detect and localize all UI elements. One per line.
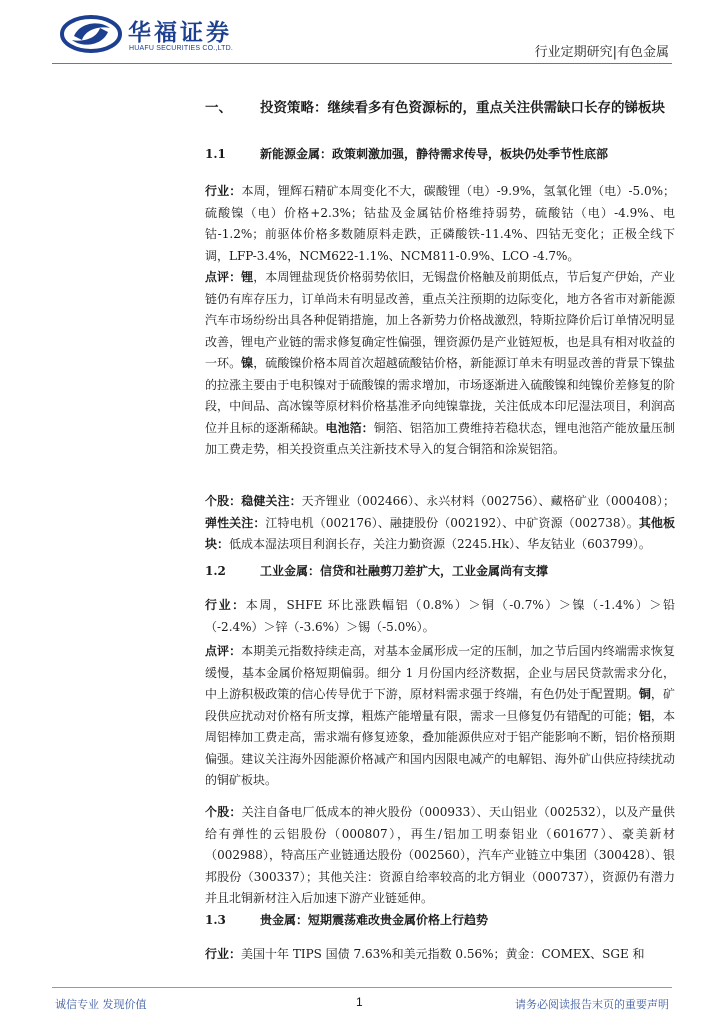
s12-comment-paragraph	[205, 641, 675, 792]
industry-text: 本周，SHFE 环比涨跌幅铝（0.8%）＞铜（-0.7%）＞镍（-1.4%）＞铅（-2.4%）＞锌（-3.6%）＞锡（-5.0%）。	[205, 598, 675, 634]
industry-label: 行业：	[205, 184, 242, 198]
report-type: 行业定期研究|有色金属	[534, 45, 669, 60]
brand-name-cn: 华福证券	[128, 20, 232, 46]
industry-text: 美国十年 TIPS 国债 7.63%和美元指数 0.56%；黄金：COMEX、SGE 和	[241, 947, 645, 961]
aluminum-label: 铝	[638, 708, 651, 723]
other-sector-text: 低成本湿法项目利润长存，关注力勤资源（2245.Hk）、华友钴业（603799）。	[229, 537, 651, 551]
elastic-label: 弹性关注：	[205, 515, 266, 530]
subsection-1-1-heading	[205, 145, 608, 162]
stock-text: 关注自备电厂低成本的神火股份（000933）、天山铝业（002532），以及产量供给有弹性的云铝股份（000807），再生/铝加工明泰铝业（601677）、豪美新材（002988），特高压产业链通达股份（002560），汽车产业链立中集团（300428）、银邦股份（300337）；其他关注：资源自给率较高的北方铜业（000737），资源仍有潜力并且北铜新材注入后加速下游产业链延伸。	[205, 805, 675, 905]
steady-text: 天齐锂业（002466）、永兴材料（002756）、藏格矿业（000408）；	[301, 494, 675, 508]
subsection-number: 1.2	[205, 564, 226, 578]
subsection-title: 贵金属：短期震荡难改贵金属价格上行趋势	[260, 913, 489, 927]
stock-label: 个股：	[205, 494, 242, 508]
section-number: 一、	[205, 100, 232, 116]
comment-label: 点评：	[205, 270, 242, 284]
nickel-label: 镍	[241, 356, 254, 370]
subsection-number: 1.3	[205, 913, 226, 927]
aluminum-text: ，本周铝棒加工费走高，需求端有修复迹象，叠加能源供应对于铝产能影响不断，铝价格预期偏强。建议关注海外因能源价格减产和国内因限电减产的电解铝、海外矿山供应持续扰动的铜矿板块。	[205, 708, 675, 787]
s13-industry-paragraph	[205, 944, 675, 966]
industry-text: 本周，锂辉石精矿本周变化不大，碳酸锂（电）-9.9%，氢氧化锂（电）-5.0%；硫酸镍（电）价格+2.3%；钴盐及金属钴价格维持弱势，硫酸钴（电）-4.9%、电钴-1.2%；前驱体价格多数随原料走跌，正磷酸铁-11.4%、四钴无变化；正极全线下调，LFP-3.4%，NCM622-1.1%、NCM811-0.9%、LCO -4.7%。	[205, 184, 675, 263]
brand-name-en: HUAFU SECURITIES CO.,LTD.	[129, 45, 234, 52]
stock-label: 个股：	[205, 805, 242, 819]
section-title: 投资策略：继续看多有色资源标的，重点关注供需缺口长存的锑板块	[260, 100, 665, 116]
copper-label: 铜	[638, 687, 651, 701]
battery-foil-label: 电池箔：	[325, 420, 374, 435]
subsection-title: 工业金属：信贷和社融剪刀差扩大，工业金属尚有支撑	[260, 564, 549, 578]
elastic-text: 江特电机（002176）、融捷股份（002192）、中矿资源（002738）。	[265, 515, 639, 530]
s11-stock-paragraph	[205, 491, 675, 556]
footer-disclaimer: 请务必阅读报告末页的重要声明	[515, 998, 669, 1011]
battery-foil-text: 铜箔、铝箔加工费维持若稳状态，锂电池箔产能放量压制加工费走势，相关投资重点关注新技术导入的复合铜箔和涂炭铝箔。	[205, 420, 675, 456]
steady-label: 稳健关注：	[241, 494, 302, 508]
lithium-text: ，本周锂盐现货价格弱势依旧，无锡盘价格触及前期低点，节后复产伊始，产业链仍有库存压力，订单尚未有明显改善，重点关注预期的边际变化，地方各省市对新能源汽车市场纷纷出具各种促销措施，加上各新势力价格战激烈，特斯拉降价后订单情况明显改善，锂电产业链的需求修复确定性偏强，锂资源仍是产业链短板，也是具有相对收益的一环。	[205, 270, 675, 370]
subsection-number: 1.1	[205, 147, 226, 161]
footer-slogan: 诚信专业 发现价值	[55, 998, 147, 1011]
industry-label: 行业：	[205, 598, 246, 612]
subsection-title: 新能源金属：政策刺激加强，静待需求传导，板块仍处季节性底部	[260, 147, 609, 161]
subsection-1-3-heading	[205, 911, 488, 928]
footer-divider	[52, 987, 672, 988]
header-divider	[52, 63, 672, 64]
page-number: 1	[356, 995, 363, 1009]
comment-label: 点评：	[205, 644, 242, 658]
copper-text: ，矿段供应扰动对价格有所支撑，粗炼产能增量有限，需求一旦修复仍有错配的可能；	[205, 687, 675, 723]
s12-industry-paragraph	[205, 595, 675, 638]
lithium-label: 锂	[241, 270, 254, 284]
nickel-text: ，硫酸镍价格本周首次超越硫酸钴价格，新能源订单未有明显改善的背景下镍盐的拉涨主要由于电积镍对于硫酸镍的需求增加，市场逐渐进入硫酸镍和纯镍价差修复的阶段，中间品、高冰镍等原材料价格基准矛向纯镍靠拢，关注低成本印尼湿法项目，利润高位并且标的逐渐稀缺。	[205, 356, 675, 435]
subsection-1-2-heading	[205, 562, 548, 579]
s11-industry-paragraph	[205, 181, 675, 267]
other-sector-label: 其他板块：	[205, 515, 675, 551]
comment-text: 本期美元指数持续走高，对基本金属形成一定的压制，加之节后国内终端需求恢复缓慢，基本金属价格短期偏弱。细分 1 月份国内经济数据，企业与居民贷款需求分化，中上游积极政策的信心传导优于下游，原材料需求强于终端，有色仍处于配置期。	[205, 644, 675, 701]
s12-stock-paragraph	[205, 802, 675, 910]
s11-comment-paragraph	[205, 267, 675, 461]
page-header	[0, 0, 724, 66]
industry-label: 行业：	[205, 947, 242, 961]
huafu-logo-icon	[60, 14, 122, 54]
